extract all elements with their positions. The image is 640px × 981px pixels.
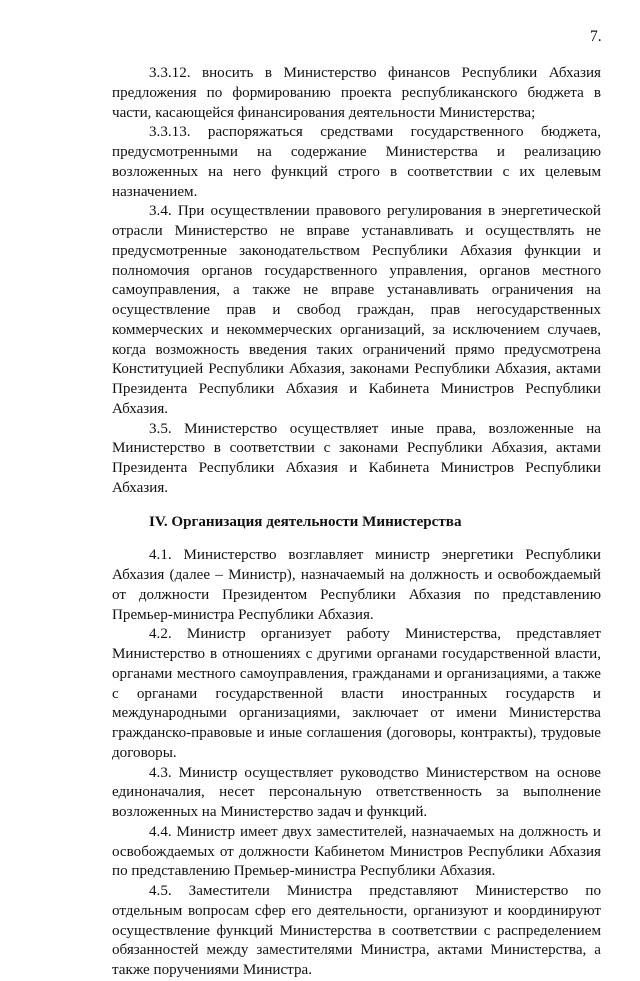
paragraph-4-5: 4.5. Заместители Министра представляют Министерство по отдельным вопросам сфер его деятельности, организуют и координируют осуществление функций Министерства в соответствии с распределением обязанностей между заместителями Министра, актами Министерства, а также поручениями Министра. bbox=[112, 883, 601, 978]
paragraph-4-4: 4.4. Министр имеет двух заместителей, назначаемых на должность и освобождаемых от должности Кабинетом Министров Республики Абхазия по представлению Премьер-министра Республики Абхазия. bbox=[112, 823, 601, 880]
paragraph-3-4: 3.4. При осуществлении правового регулирования в энергетической отрасли Министерство не вправе устанавливать и осуществлять не предусмотренные законодательством Республики Абхазия функции и полномочия органов государственного управления, органов местного самоуправления, а также не вправе устанавливать ограничения на осуществление прав и свобод граждан, прав негосударственных коммерческих и некоммерческих организаций, за исключением случаев, когда возможность введения таких ограничений прямо предусмотрена Конституцией Республики Абхазия, законами Республики Абхазия, актами Президента Республики Абхазия и Кабинета Министров Республики Абхазия. bbox=[112, 203, 601, 417]
paragraph-4-1: 4.1. Министерство возглавляет министр энергетики Республики Абхазия (далее – Министр), назначаемый на должность и освобождаемый от должности Президентом Республики Абхазия по представлению Премьер-министра Республики Абхазия. bbox=[112, 547, 601, 623]
paragraph-4-2: 4.2. Министр организует работу Министерства, представляет Министерство в отношениях с другими органами государственной власти, органами местного самоуправления, гражданами и организациями, а также с органами государственной власти иностранных государств и международными организациями, заключает от имени Министерства гражданско-правовые и иные соглашения (договоры, контракты), трудовые договоры. bbox=[112, 626, 601, 761]
paragraph-4-3: 4.3. Министр осуществляет руководство Министерством на основе единоначалия, несет персональную ответственность за выполнение возложенных на Министерство задач и функций. bbox=[112, 764, 601, 820]
paragraph-3-5: 3.5. Министерство осуществляет иные права, возложенные на Министерство в соответствии с законами Республики Абхазия, актами Президента Республики Абхазия и Кабинета Министров Республики Абхазия. bbox=[112, 420, 601, 496]
paragraph-3-3-13: 3.3.13. распоряжаться средствами государственного бюджета, предусмотренными на содержание Министерства и реализацию возложенных на него функций строго в соответствии с их целевым назначением. bbox=[112, 124, 601, 200]
paragraph-3-3-12: 3.3.12. вносить в Министерство финансов Республики Абхазия предложения по формированию проекта республиканского бюджета в части, касающейся финансирования деятельности Министерства; bbox=[112, 65, 601, 121]
page-number: 7. bbox=[590, 28, 602, 45]
section-heading: IV. Организация деятельности Министерства bbox=[149, 513, 462, 530]
document-body bbox=[112, 64, 601, 981]
